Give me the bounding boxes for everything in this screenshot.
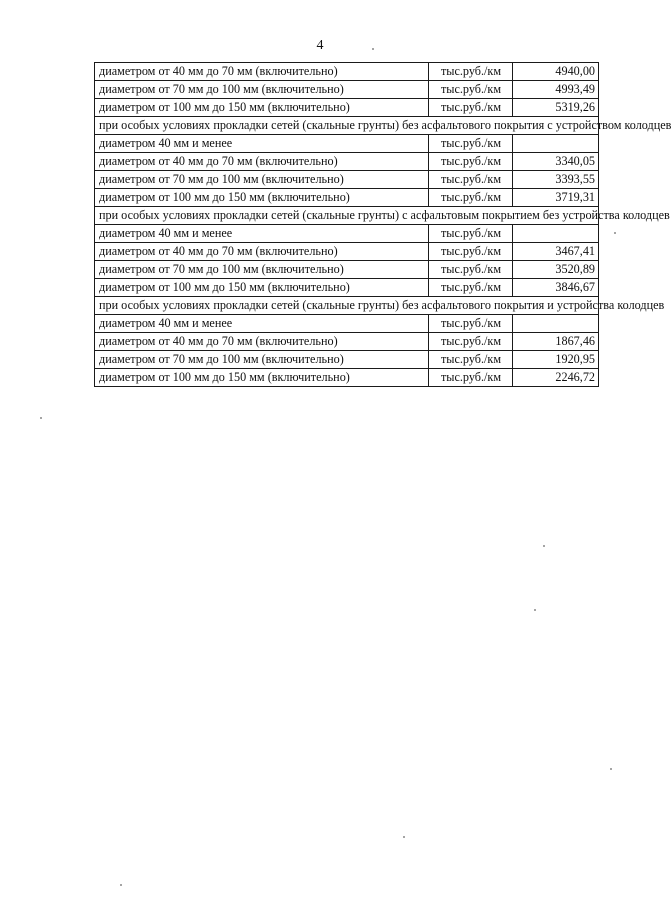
scan-speck <box>372 48 374 50</box>
section-condition-text: при особых условиях прокладки сетей (скальные грунты) без асфальтового покрытия и устройства колодцев <box>95 297 599 315</box>
pipe-diameter-cell: диаметром 40 мм и менее <box>95 135 429 153</box>
pipe-diameter-cell: диаметром от 100 мм до 150 мм (включительно) <box>95 189 429 207</box>
rate-value-cell: 3340,05 <box>513 153 599 171</box>
scan-speck <box>543 545 545 547</box>
unit-cell: тыс.руб./км <box>429 369 513 387</box>
rate-value-cell: 3719,31 <box>513 189 599 207</box>
scan-speck <box>120 884 122 886</box>
pipe-diameter-cell: диаметром от 70 мм до 100 мм (включительно) <box>95 261 429 279</box>
rate-value-cell: 1867,46 <box>513 333 599 351</box>
pipe-diameter-cell: диаметром от 100 мм до 150 мм (включительно) <box>95 369 429 387</box>
unit-cell: тыс.руб./км <box>429 135 513 153</box>
section-condition-text: при особых условиях прокладки сетей (скальные грунты) без асфальтового покрытия с устройством колодцев <box>95 117 599 135</box>
table-row <box>95 333 599 351</box>
pipe-diameter-cell: диаметром от 70 мм до 100 мм (включительно) <box>95 81 429 99</box>
section-header-row <box>95 297 599 315</box>
rate-value-cell: 3520,89 <box>513 261 599 279</box>
table-row <box>95 315 599 333</box>
table-row <box>95 225 599 243</box>
scan-speck <box>40 417 42 419</box>
pipe-diameter-cell: диаметром от 70 мм до 100 мм (включительно) <box>95 351 429 369</box>
table-row <box>95 243 599 261</box>
unit-cell: тыс.руб./км <box>429 225 513 243</box>
unit-cell: тыс.руб./км <box>429 171 513 189</box>
unit-cell: тыс.руб./км <box>429 63 513 81</box>
pipe-diameter-cell: диаметром 40 мм и менее <box>95 225 429 243</box>
tariff-table-body <box>95 63 671 387</box>
scan-speck <box>610 768 612 770</box>
section-condition-text: при особых условиях прокладки сетей (скальные грунты) с асфальтовым покрытием без устройства колодцев <box>95 207 599 225</box>
rate-value-cell: 3846,67 <box>513 279 599 297</box>
table-row <box>95 63 599 81</box>
scan-speck <box>614 232 616 234</box>
unit-cell: тыс.руб./км <box>429 279 513 297</box>
rate-value-cell: 4940,00 <box>513 63 599 81</box>
rate-value-cell: 3467,41 <box>513 243 599 261</box>
unit-cell: тыс.руб./км <box>429 261 513 279</box>
unit-cell: тыс.руб./км <box>429 189 513 207</box>
rate-value-cell <box>513 225 599 243</box>
unit-cell: тыс.руб./км <box>429 333 513 351</box>
rate-value-cell: 4993,49 <box>513 81 599 99</box>
pipe-diameter-cell: диаметром 40 мм и менее <box>95 315 429 333</box>
unit-cell: тыс.руб./км <box>429 99 513 117</box>
unit-cell: тыс.руб./км <box>429 351 513 369</box>
rate-value-cell <box>513 135 599 153</box>
scan-speck <box>534 609 536 611</box>
table-row <box>95 171 599 189</box>
scan-speck <box>403 836 405 838</box>
table-row <box>95 369 599 387</box>
rate-value-cell <box>513 315 599 333</box>
section-header-row <box>95 207 599 225</box>
unit-cell: тыс.руб./км <box>429 243 513 261</box>
pipe-diameter-cell: диаметром от 70 мм до 100 мм (включительно) <box>95 171 429 189</box>
table-row <box>95 81 599 99</box>
pipe-diameter-cell: диаметром от 100 мм до 150 мм (включительно) <box>95 279 429 297</box>
rate-value-cell: 3393,55 <box>513 171 599 189</box>
page-number: 4 <box>316 38 324 53</box>
rate-value-cell: 5319,26 <box>513 99 599 117</box>
table-row <box>95 135 599 153</box>
pipe-diameter-cell: диаметром от 100 мм до 150 мм (включительно) <box>95 99 429 117</box>
table-row <box>95 99 599 117</box>
rate-value-cell: 2246,72 <box>513 369 599 387</box>
table-row <box>95 279 599 297</box>
tariff-table <box>94 62 671 387</box>
pipe-diameter-cell: диаметром от 40 мм до 70 мм (включительно) <box>95 153 429 171</box>
pipe-diameter-cell: диаметром от 40 мм до 70 мм (включительно) <box>95 63 429 81</box>
section-header-row <box>95 117 599 135</box>
unit-cell: тыс.руб./км <box>429 153 513 171</box>
rate-value-cell: 1920,95 <box>513 351 599 369</box>
table-row <box>95 189 599 207</box>
table-row <box>95 261 599 279</box>
table-row <box>95 153 599 171</box>
table-row <box>95 351 599 369</box>
pipe-diameter-cell: диаметром от 40 мм до 70 мм (включительно) <box>95 243 429 261</box>
pipe-diameter-cell: диаметром от 40 мм до 70 мм (включительно) <box>95 333 429 351</box>
unit-cell: тыс.руб./км <box>429 315 513 333</box>
unit-cell: тыс.руб./км <box>429 81 513 99</box>
